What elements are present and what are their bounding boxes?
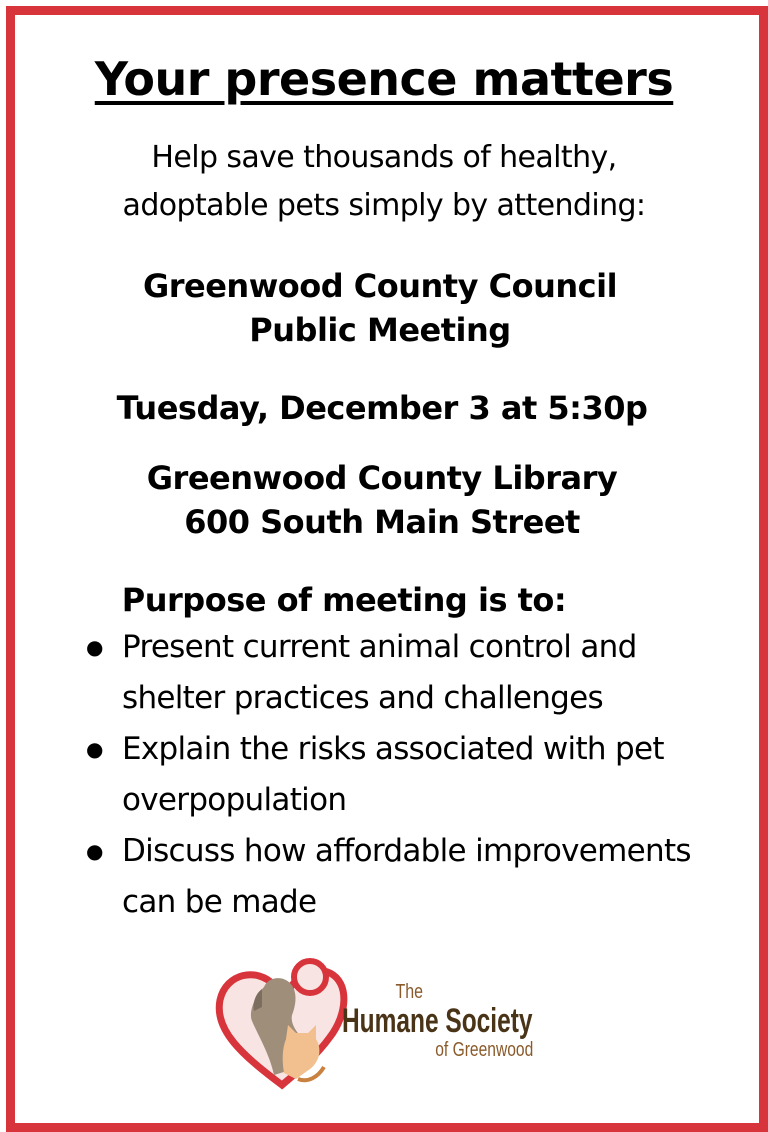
bullet-icon: ● <box>86 839 103 863</box>
cat-icon <box>283 1025 320 1079</box>
location-line-2: 600 South Main Street <box>184 503 580 541</box>
logo-the: The <box>395 981 424 1003</box>
list-item <box>84 622 744 724</box>
list-item <box>84 724 744 826</box>
meeting-location <box>0 456 766 544</box>
intro-line-2: adoptable pets simply by attending: <box>122 188 646 223</box>
list-item-text: Explain the risks associated with pet overpopulation <box>122 731 664 818</box>
bullet-icon: ● <box>86 635 103 659</box>
flyer-title: Your presence matters <box>94 52 674 106</box>
list-item <box>84 826 744 928</box>
meeting-line-1: Greenwood County Council <box>142 267 618 305</box>
bullet-icon: ● <box>86 737 103 761</box>
purpose-list <box>84 622 744 928</box>
logo-text <box>342 982 607 1060</box>
purpose-heading: Purpose of meeting is to: <box>121 581 567 619</box>
intro-line-1: Help save thousands of healthy, <box>151 140 617 175</box>
list-item-text: Present current animal control and shelter practices and challenges <box>122 629 637 716</box>
location-line-1: Greenwood County Library <box>146 459 618 497</box>
intro-text <box>0 134 768 230</box>
logo-of: of Greenwood <box>435 1039 534 1061</box>
logo-name: Humane Society <box>342 1002 533 1040</box>
meeting-datetime: Tuesday, December 3 at 5:30p <box>116 389 648 427</box>
meeting-line-2: Public Meeting <box>249 311 511 349</box>
list-item-text: Discuss how affordable improvements can be made <box>122 833 691 920</box>
meeting-name <box>0 264 764 352</box>
